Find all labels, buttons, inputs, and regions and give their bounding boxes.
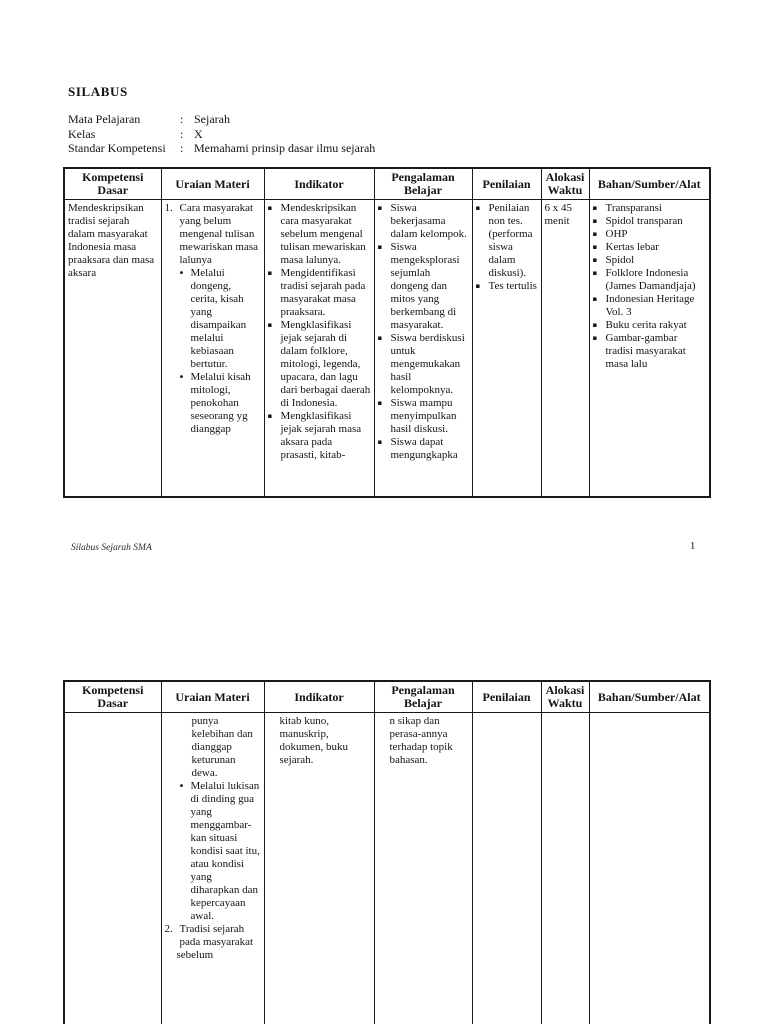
list-item-text: Spidol [605, 254, 635, 266]
bullet-icon: ▪ [377, 399, 383, 407]
column-header-indikator: Indikator [264, 168, 374, 200]
list-item-text: Siswa dapat mengungkapka [390, 436, 458, 461]
list-item [268, 319, 371, 410]
meta-row-class [68, 127, 375, 142]
meta-row-standard [68, 141, 375, 156]
list-item [593, 319, 707, 332]
meta-value: Sejarah [194, 112, 230, 126]
list-item [268, 267, 371, 319]
bullet-icon: ▪ [267, 269, 273, 277]
list-item [593, 267, 707, 293]
list-item-text: Tes tertulis [488, 280, 537, 292]
bullet-icon: ▪ [475, 282, 481, 290]
list-item-text: Mengklasifikasi jejak sejarah di dalam folklore, mitologi, legenda, upacara, dan lagu dari berbagai daerah di Indonesia. [280, 319, 371, 409]
list-item-text: Indonesian Heritage Vol. 3 [605, 293, 695, 318]
column-header-kompetensi-dasar: Kompetensi Dasar [64, 681, 161, 713]
list-item-text: Kertas lebar [605, 241, 659, 253]
cell-penilaian [472, 713, 541, 1024]
cell-kompetensi-dasar [64, 713, 161, 1024]
list-item [378, 436, 469, 462]
list-item [179, 267, 261, 371]
cell-alokasi-waktu [541, 713, 589, 1024]
cell-indikator [264, 713, 374, 1024]
table-header-row [64, 681, 710, 713]
list-item [378, 241, 469, 332]
list-item-text: Spidol transparan [605, 215, 683, 227]
list-item-text: Siswa bekerjasama dalam kelompok. [390, 202, 467, 240]
bullet-icon: • [178, 781, 185, 792]
bullet-icon: ▪ [592, 243, 598, 251]
column-header-uraian-materi: Uraian Materi [161, 681, 264, 713]
column-header-kompetensi-dasar: Kompetensi Dasar [64, 168, 161, 200]
list-item-text: Melalui lukisan di dinding gua yang menggambar-kan situasi kondisi saat itu, atau kondisi yang diharapkan dan kepercayaan awal. [190, 780, 260, 922]
list-item [593, 228, 707, 241]
meta-row-subject [68, 112, 375, 127]
table-row [64, 713, 710, 1024]
column-header-pengalaman-belajar: Pengalaman Belajar [374, 681, 472, 713]
column-header-penilaian: Penilaian [472, 168, 541, 200]
bullet-icon: ▪ [592, 230, 598, 238]
meta-label: Mata Pelajaran [68, 112, 141, 126]
bullet-icon: ▪ [592, 269, 598, 277]
table-header-row [64, 168, 710, 200]
cell-indikator [264, 200, 374, 498]
list-item [378, 397, 469, 436]
cell-uraian-materi [161, 200, 264, 498]
continuation-text: punya kelebihan dan dianggap keturunan dewa. [191, 715, 253, 779]
table-row [64, 200, 710, 498]
meta-block [68, 112, 375, 156]
column-header-uraian-materi: Uraian Materi [161, 168, 264, 200]
page-title: SILABUS [68, 84, 128, 99]
list-item [593, 293, 707, 319]
kompetensi-dasar-text: Mendeskripsikan tradisi sejarah dalam masyarakat Indonesia masa praaksara dan masa aksara [68, 202, 155, 279]
list-item-text: Buku cerita rakyat [605, 319, 687, 331]
cell-pengalaman-belajar [374, 713, 472, 1024]
list-item-text: Melalui dongeng, cerita, kisah yang disampaikan melalui kebiasaan bertutur. [190, 267, 247, 370]
cut-line-text: sebelum [176, 949, 214, 961]
bullet-icon: ▪ [592, 295, 598, 303]
meta-colon: : [180, 112, 184, 126]
list-item-text: Mendeskripsikan cara masyarakat sebelum mengenal tulisan mewariskan masa lalunya. [280, 202, 366, 266]
cell-bahan-sumber-alat [589, 200, 710, 498]
alokasi-waktu-text: 6 x 45 menit [544, 202, 572, 227]
list-item [179, 371, 261, 436]
bullet-icon: ▪ [377, 334, 383, 342]
meta-label: Standar Kompetensi [68, 141, 166, 155]
list-item [268, 410, 371, 462]
list-item [378, 332, 469, 397]
list-item [593, 254, 707, 267]
column-header-alokasi-waktu: Alokasi Waktu [541, 168, 589, 200]
cell-bahan-sumber-alat [589, 713, 710, 1024]
list-item-text: Penilaian non tes. (performa siswa dalam diskusi). [488, 202, 533, 279]
column-header-bahan-sumber-alat: Bahan/Sumber/Alat [589, 681, 710, 713]
page-number: 1 [690, 541, 696, 552]
item-text: Tradisi sejarah pada masyarakat [179, 923, 254, 948]
column-header-bahan-sumber-alat: Bahan/Sumber/Alat [589, 168, 710, 200]
meta-colon: : [180, 141, 184, 155]
syllabus-table-1 [63, 167, 711, 498]
bullet-icon: ▪ [475, 204, 481, 212]
meta-value: Memahami prinsip dasar ilmu sejarah [194, 141, 376, 155]
numbered-item [165, 923, 261, 949]
bullet-icon: ▪ [592, 204, 598, 212]
item-text: Cara masyarakat yang belum mengenal tulisan mewariskan masa lalunya [179, 202, 258, 266]
list-item [593, 332, 707, 371]
list-item [378, 202, 469, 241]
list-item-text: Gambar-gambar tradisi masyarakat masa lalu [605, 332, 686, 370]
bullet-icon: ▪ [592, 217, 598, 225]
list-item-text: Siswa berdiskusi untuk mengemukakan hasil kelompoknya. [390, 332, 465, 396]
cell-alokasi-waktu [541, 200, 589, 498]
list-item-text: Siswa mengeksplorasi sejumlah dongeng dan mitos yang berkembang di masyarakat. [390, 241, 460, 331]
list-item [476, 202, 538, 280]
bullet-icon: ▪ [377, 204, 383, 212]
list-item-text: Siswa mampu menyimpulkan hasil diskusi. [390, 397, 457, 435]
bullet-icon: ▪ [592, 334, 598, 342]
bullet-icon: ▪ [592, 256, 598, 264]
list-item [593, 241, 707, 254]
item-number: 1. [164, 202, 173, 214]
column-header-pengalaman-belajar: Pengalaman Belajar [374, 168, 472, 200]
bullet-icon: ▪ [592, 321, 598, 329]
item-number: 2. [164, 923, 173, 935]
cell-kompetensi-dasar [64, 200, 161, 498]
numbered-item [165, 202, 261, 267]
bullet-icon: ▪ [377, 243, 383, 251]
column-header-indikator: Indikator [264, 681, 374, 713]
list-item-text: Folklore Indonesia (James Damandjaja) [605, 267, 696, 292]
list-item [593, 202, 707, 215]
cell-uraian-materi [161, 713, 264, 1024]
list-item-text: Transparansi [605, 202, 662, 214]
list-item [179, 780, 261, 923]
cell-pengalaman-belajar [374, 200, 472, 498]
list-item-text: Melalui kisah mitologi, penokohan seseorang yg dianggap [190, 371, 251, 435]
bullet-icon: ▪ [267, 412, 273, 420]
meta-colon: : [180, 126, 184, 141]
list-item [476, 280, 538, 293]
meta-value: X [194, 126, 203, 141]
bullet-icon: ▪ [267, 204, 273, 212]
meta-label: Kelas [68, 126, 96, 141]
list-item [593, 215, 707, 228]
footer-doc-title: Silabus Sejarah SMA [71, 543, 152, 553]
continuation-text: n sikap dan perasa-annya terhadap topik bahasan. [389, 715, 453, 766]
cell-penilaian [472, 200, 541, 498]
bullet-icon: ▪ [377, 438, 383, 446]
list-item [268, 202, 371, 267]
list-item-text: Mengidentifikasi tradisi sejarah pada masyarakat masa praaksara. [280, 267, 366, 318]
column-header-penilaian: Penilaian [472, 681, 541, 713]
list-item-text: Mengklasifikasi jejak sejarah masa aksara pada prasasti, kitab- [280, 410, 362, 461]
bullet-icon: ▪ [267, 321, 273, 329]
bullet-icon: • [178, 372, 185, 383]
bullet-icon: • [178, 268, 185, 279]
continuation-text: kitab kuno, manuskrip, dokumen, buku sejarah. [279, 715, 348, 766]
list-item-text: OHP [605, 228, 628, 240]
syllabus-table-2 [63, 680, 711, 1024]
column-header-alokasi-waktu: Alokasi Waktu [541, 681, 589, 713]
